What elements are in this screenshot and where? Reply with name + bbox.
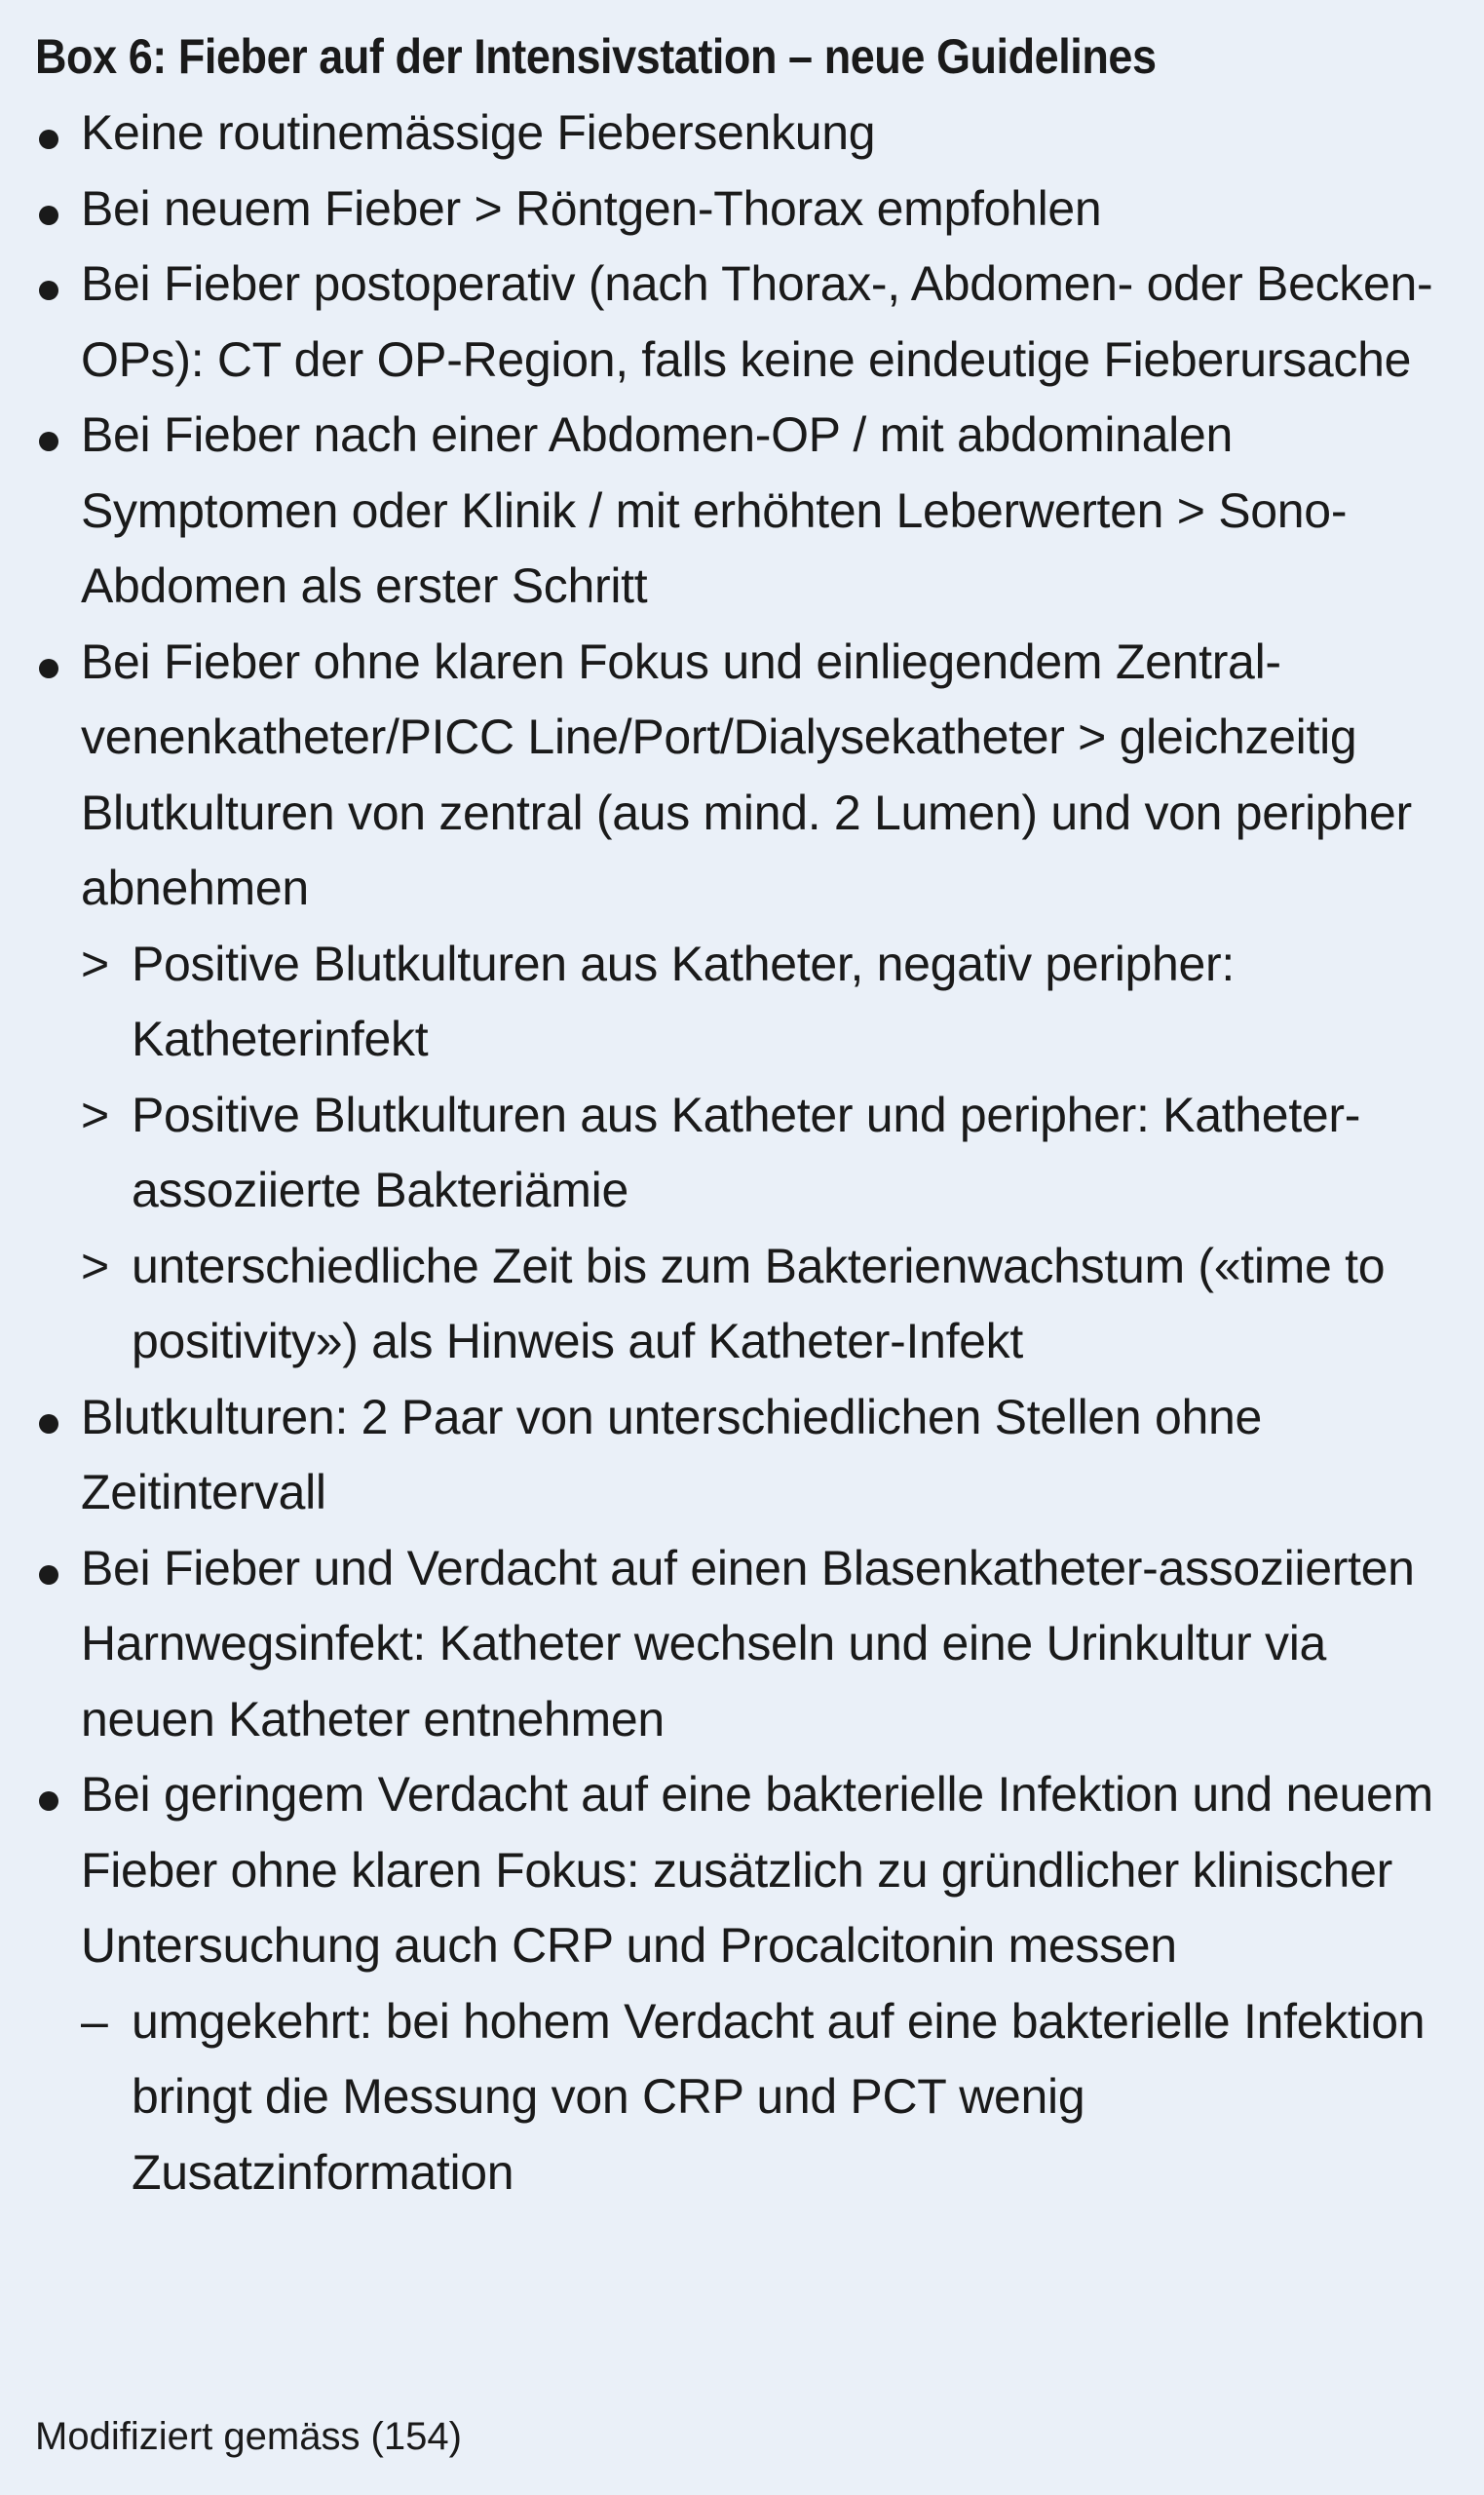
bullet-icon: [35, 247, 74, 323]
dash-marker-icon: –: [81, 1993, 108, 2049]
arrow-marker-icon: >: [81, 1238, 109, 1293]
sub-list: [81, 1984, 1449, 2211]
bullet-icon: [35, 625, 74, 701]
list-item: [35, 1380, 1449, 1531]
list-item: [35, 172, 1449, 248]
sub-list-item-text: Positive Blutkulturen aus Katheter und peripher: Katheter-assoziierte Bakteriämie: [132, 1087, 1361, 1217]
list-item-text: Bei Fieber postoperativ (nach Thorax-, Abdomen- oder Becken-OPs): CT der OP-Region, falls keine eindeutige Fieberursache: [81, 256, 1433, 387]
sub-list-item-text: unterschiedliche Zeit bis zum Bakterienwachstum («time to positivity») als Hinweis auf Katheter-Infekt: [132, 1238, 1386, 1368]
sub-list-item: [81, 1984, 1449, 2211]
list-item-text: Bei geringem Verdacht auf eine bakterielle Infektion und neuem Fieber ohne klaren Fokus: zusätzlich zu gründlicher klinischer Untersuchung auch CRP und Procalcitonin messen: [81, 1767, 1433, 1973]
list-item: [35, 247, 1449, 398]
arrow-marker-icon: >: [81, 936, 109, 991]
list-item-text: Bei neuem Fieber > Röntgen-Thorax empfohlen: [81, 180, 1102, 236]
list-item-text: Bei Fieber und Verdacht auf einen Blasenkatheter-assoziierten Harnwegsinfekt: Katheter wechseln und eine Urinkultur via neuen Katheter entnehmen: [81, 1540, 1415, 1746]
bullet-icon: [35, 398, 74, 474]
bullet-icon: [35, 1380, 74, 1456]
sub-list: [81, 927, 1449, 1380]
bullet-icon: [35, 172, 74, 248]
bullet-icon: [35, 96, 74, 172]
bullet-icon: [35, 1757, 74, 1833]
sub-list-item-text: umgekehrt: bei hohem Verdacht auf eine bakterielle Infektion bringt die Messung von CRP und PCT wenig Zusatzinformation: [132, 1993, 1426, 2200]
list-item-text: Bei Fieber ohne klaren Fokus und einliegendem Zentralvenenkatheter/PICC Line/Port/Dialysekatheter > gleichzeitig Blutkulturen von zentral (aus mind. 2 Lumen) und von peripher abnehmen: [81, 633, 1412, 915]
sub-list-item: [81, 927, 1449, 1078]
list-item-text: Blutkulturen: 2 Paar von unterschiedlichen Stellen ohne Zeitintervall: [81, 1389, 1263, 1519]
list-item-text: Keine routinemässige Fiebersenkung: [81, 105, 876, 160]
list-item: [35, 1757, 1449, 2210]
box-title: Box 6: Fieber auf der Intensivstation – neue Guidelines: [35, 29, 1157, 84]
list-item: [35, 398, 1449, 625]
arrow-marker-icon: >: [81, 1087, 109, 1142]
bullet-icon: [35, 1531, 74, 1607]
sub-list-item-text: Positive Blutkulturen aus Katheter, negativ peripher: Katheterinfekt: [132, 936, 1236, 1066]
list-item-text: Bei Fieber nach einer Abdomen-OP / mit abdominalen Symptomen oder Klinik / mit erhöhten Leberwerten > Sono-Abdomen als erster Schritt: [81, 407, 1348, 613]
sub-list-item: [81, 1078, 1449, 1229]
list-item: [35, 1531, 1449, 1758]
list-item: [35, 96, 1449, 172]
guideline-list: [35, 96, 1449, 2210]
source-footnote: Modifiziert gemäss (154): [35, 2415, 462, 2458]
list-item: [35, 625, 1449, 1380]
sub-list-item: [81, 1229, 1449, 1380]
